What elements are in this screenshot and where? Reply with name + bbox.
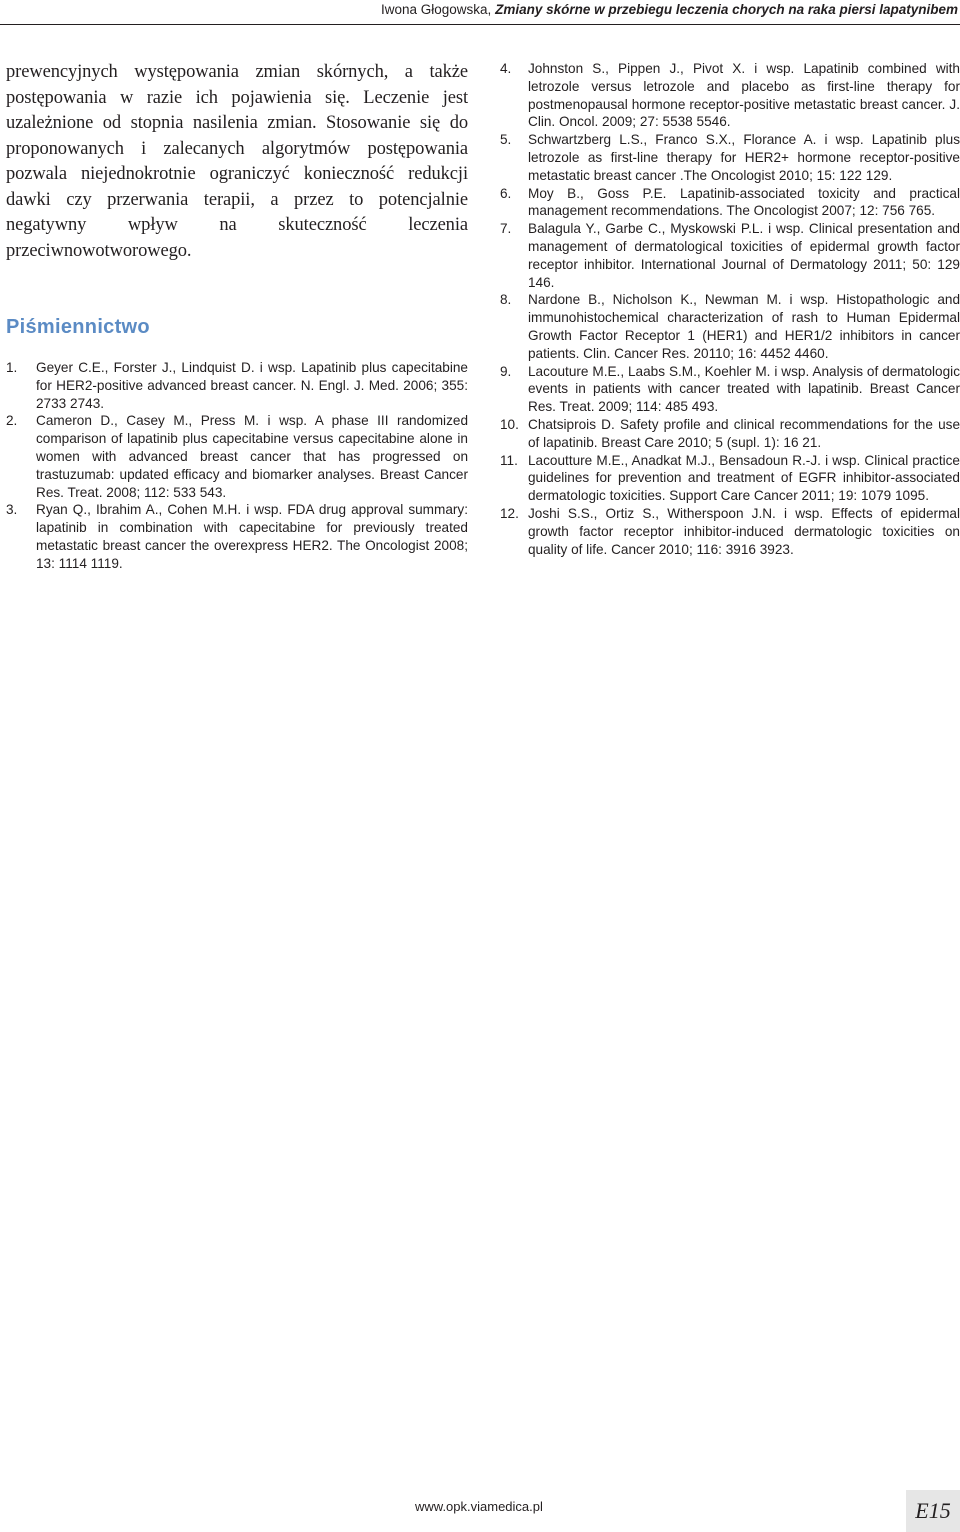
body-paragraph: prewencyjnych występowania zmian skórnych, a także postępowania w razie ich pojawienia się. Leczenie jest uzależnione od stopnia nasilenia zmian. Stosowanie się do proponowanych i zalecanych algorytmów postępowania pozwala niejednokrotnie ograniczyć konieczność redukcji dawki czy przerwania terapii, a przez to potencjalnie negatywny wpływ na skuteczność leczenia przeciwnowotworowego. <box>6 62 468 261</box>
reference-list-left <box>6 359 468 573</box>
reference-number: 10. <box>500 416 519 432</box>
reference-item <box>500 185 960 221</box>
running-head <box>0 0 960 26</box>
reference-text: Nardone B., Nicholson K., Newman M. i wsp. Histopathologic and immunohistochemical characterization of rash to Human Epidermal Growth Factor Receptor 1 (HER1) and HER1/2 inhibitors in cancer patients. Clin. Cancer Res. 20110; 16: 4452 4460. <box>528 292 960 361</box>
reference-item <box>6 412 468 501</box>
running-head-title: Zmiany skórne w przebiegu leczenia chorych na raka piersi lapatynibem <box>495 2 958 17</box>
reference-text: Moy B., Goss P.E. Lapatinib-associated toxicity and practical management recommendations. The Oncologist 2007; 12: 756 765. <box>528 185 960 219</box>
left-column <box>6 60 468 573</box>
reference-text: Cameron D., Casey M., Press M. i wsp. A phase III randomized comparison of lapatinib plus capecitabine versus capecitabine alone in women with advanced breast cancer that has progressed on trastuzumab: updated efficacy and biomarker analyses. Breast Cancer Res. Treat. 2008; 112: 533 543. <box>36 413 468 500</box>
reference-item <box>6 501 468 572</box>
right-column <box>500 60 960 558</box>
reference-number: 11. <box>500 452 518 468</box>
running-head-author: Iwona Głogowska, <box>381 2 492 17</box>
reference-text: Johnston S., Pippen J., Pivot X. i wsp. Lapatinib combined with letrozole versus letrozole and placebo as first-line therapy for postmenopausal hormone receptor-positive metastatic breast cancer. J. Clin. Oncol. 2009; 27: 5538 5546. <box>528 61 960 130</box>
reference-number: 2. <box>6 413 18 429</box>
reference-text: Ryan Q., Ibrahim A., Cohen M.H. i wsp. FDA drug approval summary: lapatinib in combination with capecitabine for previously treated metastatic breast cancer the overexpress HER2. The Oncologist 2008; 13: 1114 1119. <box>36 502 468 571</box>
reference-item <box>500 452 960 505</box>
reference-number: 5. <box>500 132 512 148</box>
reference-item <box>500 291 960 362</box>
footer-url[interactable]: www.opk.viamedica.pl <box>415 1499 543 1514</box>
reference-list-right <box>500 60 960 558</box>
reference-text: Schwartzberg L.S., Franco S.X., Florance A. i wsp. Lapatinib plus letrozole as first-line therapy for HER2+ hormone receptor-positive metastatic breast cancer .The Oncologist 2010; 15: 122 129. <box>528 132 960 183</box>
reference-number: 1. <box>6 360 18 375</box>
reference-item <box>6 359 468 412</box>
reference-item <box>500 505 960 558</box>
reference-number: 12. <box>500 505 519 521</box>
reference-text: Joshi S.S., Ortiz S., Witherspoon J.N. i wsp. Effects of epidermal growth factor receptor inhibitor-induced dermatologic toxicities on quality of life. Cancer 2010; 116: 3916 3923. <box>528 505 960 557</box>
reference-text: Chatsiprois D. Safety profile and clinical recommendations for the use of lapatinib. Breast Care 2010; 5 (supl. 1): 16 21. <box>528 416 960 450</box>
reference-number: 7. <box>500 221 512 237</box>
reference-text: Lacoutture M.E., Anadkat M.J., Bensadoun R.-J. i wsp. Clinical practice guidelines for prevention and treatment of EGFR inhibitor-associated dermatologic toxicities. Support Care Cancer 2011; 19: 1079 1095. <box>528 452 960 504</box>
reference-number: 9. <box>500 363 512 379</box>
reference-text: Balagula Y., Garbe C., Myskowski P.L. i wsp. Clinical presentation and management of dermatological toxicities of epidermal growth factor receptor inhibitor. International Journal of Dermatology 2011; 50: 129 146. <box>528 221 960 290</box>
reference-item <box>500 60 960 131</box>
reference-number: 6. <box>500 185 512 201</box>
reference-number: 3. <box>6 502 18 518</box>
section-heading-references: Piśmiennictwo <box>6 316 150 338</box>
page-number: E15 <box>906 1490 960 1532</box>
reference-text: Lacouture M.E., Laabs S.M., Koehler M. i wsp. Analysis of dermatologic events in patients with cancer treated with lapatinib. Breast Cancer Res. Treat. 2009; 114: 485 493. <box>528 363 960 415</box>
reference-number: 8. <box>500 292 512 308</box>
reference-text: Geyer C.E., Forster J., Lindquist D. i wsp. Lapatinib plus capecitabine for HER2-positive advanced breast cancer. N. Engl. J. Med. 2006; 355: 2733 2743. <box>36 360 468 411</box>
reference-item <box>500 416 960 452</box>
reference-number: 4. <box>500 61 512 76</box>
reference-item <box>500 363 960 416</box>
reference-item <box>500 131 960 184</box>
reference-item <box>500 220 960 291</box>
header-rule <box>0 24 960 25</box>
